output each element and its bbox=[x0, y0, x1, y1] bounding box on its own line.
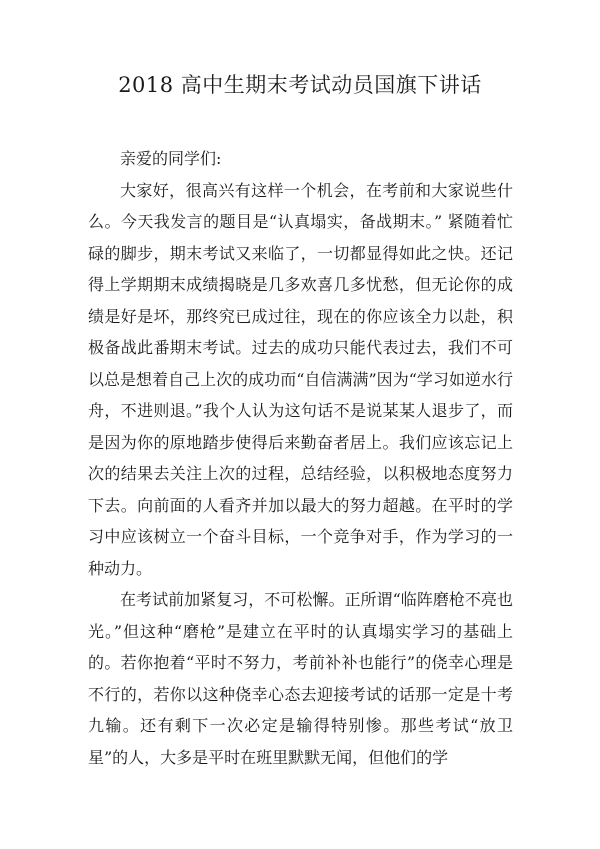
document-body bbox=[88, 143, 513, 773]
paragraph: 在考试前加紧复习，不可松懈。正所谓“临阵磨枪不亮也光。”但这种“磨枪”是建立在平时的认真塌实学习的基础上的。若你抱着“平时不努力，考前补补也能行”的侥幸心理是不行的，若你以这种侥幸心态去迎接考试的话那一定是十考九输。还有剩下一次必定是输得特别惨。那些考试“放卫星”的人，大多是平时在班里默默无闻，但他们的学 bbox=[88, 590, 513, 767]
salutation: 亲爱的同学们: bbox=[120, 149, 222, 168]
paragraph: 大家好，很高兴有这样一个机会，在考前和大家说些什么。今天我发言的题目是“认真塌实，备战期末。” 紧随着忙碌的脚步，期末考试又来临了，一切都显得如此之快。还记得上学期期末成绩揭晓是几多欢喜几多忧愁，但无论你的成绩是好是坏，那终究已成过往，现在的你应该全力以赴，积极备战此番期末考试。过去的成功只能代表过去，我们不可以总是想着自己上次的成功而“自信满满”因为“学习如逆水行舟，不进则退。”我个人认为这句话不是说某某人退步了，而是因为你的原地踏步使得后来勤奋者居上。我们应该忘记上次的结果去关注上次的过程，总结经验，以积极地态度努力下去。向前面的人看齐并加以最大的努力超越。在平时的学习中应该树立一个奋斗目标，一个竞争对手，作为学习的一种动力。 bbox=[88, 180, 513, 578]
document-title: 2018 高中生期末考试动员国旗下讲话 bbox=[118, 73, 482, 97]
